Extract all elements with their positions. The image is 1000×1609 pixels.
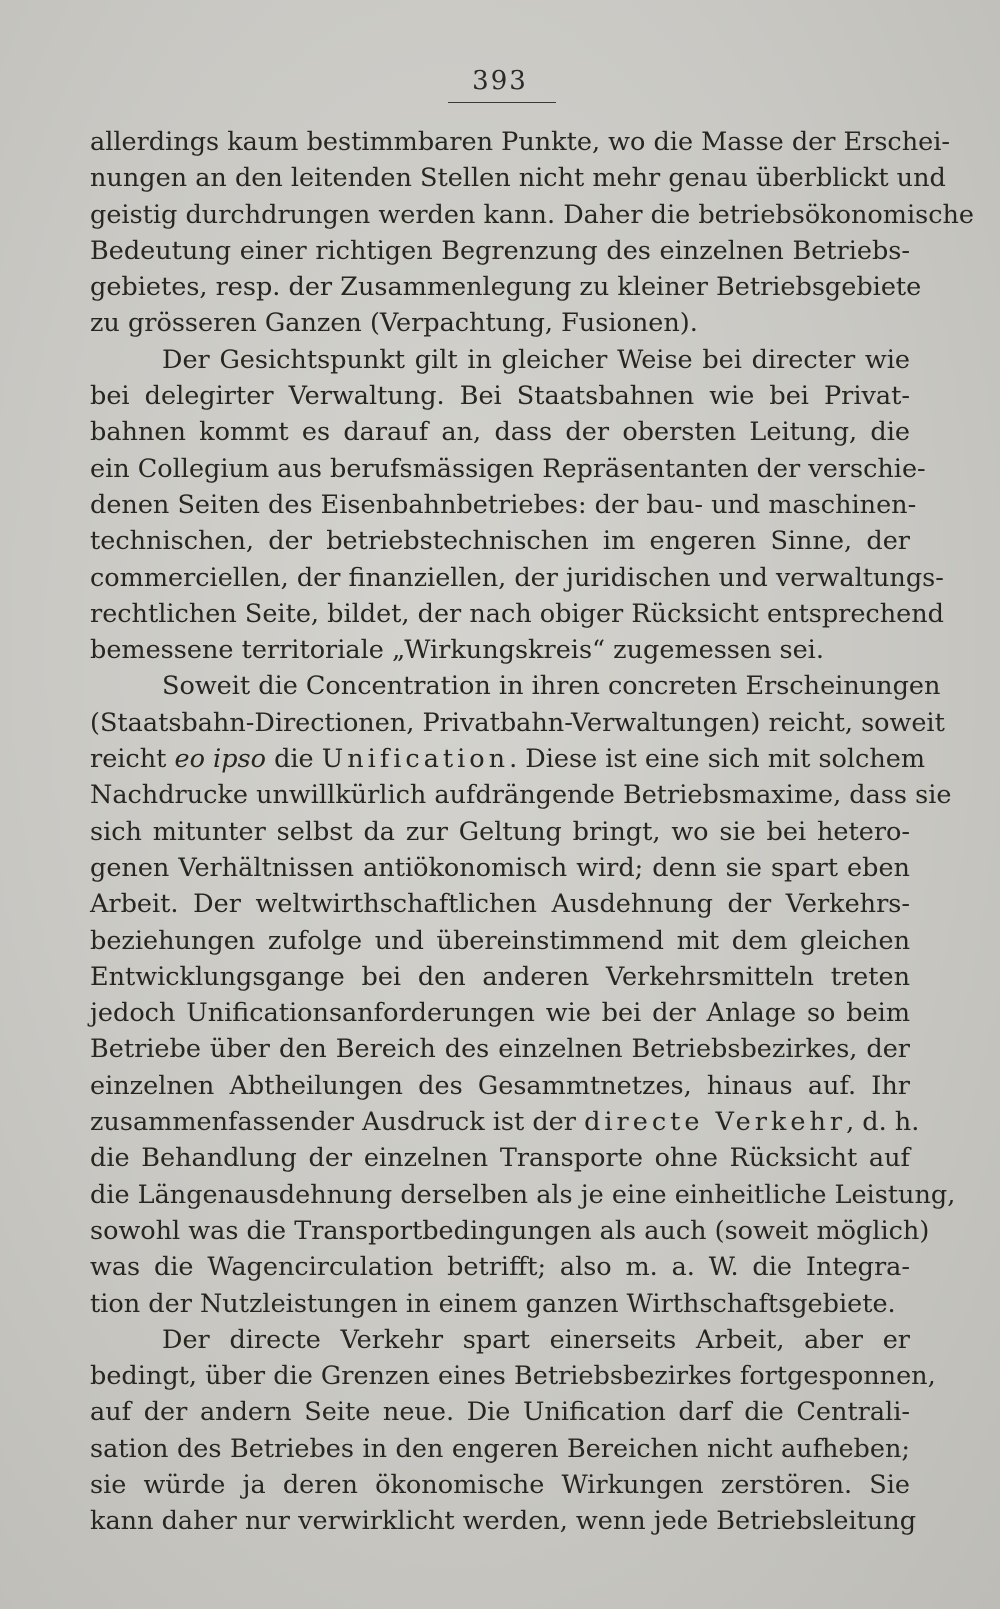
text-line: ein Collegium aus berufsmässigen Repräsentanten der verschie- <box>90 453 926 484</box>
text-line: die Behandlung der einzelnen Transporte ohne Rücksicht auf <box>90 1143 910 1174</box>
text-segment: . Diese ist eine sich mit solchem <box>509 744 926 775</box>
text-line: sich mitunter selbst da zur Geltung bringt, wo sie bei hetero- <box>90 816 910 847</box>
text-line: zu grösseren Ganzen (Verpachtung, Fusionen). <box>90 308 698 339</box>
spaced-term: Unification <box>321 744 510 775</box>
text-line: tion der Nutzleistungen in einem ganzen Wirthschaftsgebiete. <box>90 1288 896 1319</box>
header-rule <box>448 102 556 103</box>
text-line: rechtlichen Seite, bildet, der nach obiger Rücksicht entsprechend <box>90 598 944 629</box>
text-segment: reicht <box>90 744 175 775</box>
text-segment: , d. h. <box>846 1107 920 1138</box>
text-line <box>90 741 926 777</box>
text-line: bedingt, über die Grenzen eines Betriebsbezirkes fortgesponnen, <box>90 1361 936 1392</box>
paragraph-start-line: Der directe Verkehr spart einerseits Arbeit, aber er <box>162 1324 910 1355</box>
text-line <box>90 1104 920 1140</box>
text-line: beziehungen zufolge und übereinstimmend mit dem gleichen <box>90 925 910 956</box>
body-text <box>90 124 974 1540</box>
text-line: einzelnen Abtheilungen des Gesammtnetzes, hinaus auf. Ihr <box>90 1070 910 1101</box>
text-line: die Längenausdehnung derselben als je eine einheitliche Leistung, <box>90 1179 956 1210</box>
text-line: genen Verhältnissen antiökonomisch wird; denn sie spart eben <box>90 852 910 883</box>
text-line: bahnen kommt es darauf an, dass der obersten Leitung, die <box>90 417 910 448</box>
text-line: gebietes, resp. der Zusammenlegung zu kleiner Betriebsgebiete <box>90 272 922 303</box>
text-line: denen Seiten des Eisenbahnbetriebes: der bau- und maschinen- <box>90 489 917 520</box>
text-line: kann daher nur verwirklicht werden, wenn jede Betriebsleitung <box>90 1506 917 1537</box>
text-line: Entwicklungsgange bei den anderen Verkehrsmitteln treten <box>90 961 910 992</box>
page-number: 393 <box>472 66 528 96</box>
text-line: auf der andern Seite neue. Die Unification darf die Centrali- <box>90 1397 910 1428</box>
text-line: sation des Betriebes in den engeren Bereichen nicht aufheben; <box>90 1433 910 1464</box>
spaced-term: directe Verkehr <box>584 1107 847 1138</box>
text-line: nungen an den leitenden Stellen nicht mehr genau überblickt und <box>90 163 946 194</box>
text-line: Bedeutung einer richtigen Begrenzung des einzelnen Betriebs- <box>90 235 910 266</box>
text-line: sowohl was die Transportbedingungen als auch (soweit möglich) <box>90 1215 930 1246</box>
text-line: sie würde ja deren ökonomische Wirkungen zerstören. Sie <box>90 1469 910 1500</box>
paragraph-start-line: Soweit die Concentration in ihren concreten Erscheinungen <box>162 671 941 702</box>
text-line: technischen, der betriebstechnischen im engeren Sinne, der <box>90 526 910 557</box>
text-segment: die <box>265 744 322 775</box>
text-line: Arbeit. Der weltwirthschaftlichen Ausdehnung der Verkehrs- <box>90 889 910 920</box>
text-line: bei delegirter Verwaltung. Bei Staatsbahnen wie bei Privat- <box>90 381 910 412</box>
italic-phrase: eo ipso <box>174 744 266 775</box>
text-line: bemessene territoriale „Wirkungskreis“ zugemessen sei. <box>90 635 824 666</box>
text-line: (Staatsbahn-Directionen, Privatbahn-Verwaltungen) reicht, soweit <box>90 707 945 738</box>
text-segment: zusammenfassender Ausdruck ist der <box>90 1107 585 1138</box>
text-line: Nachdrucke unwillkürlich aufdrängende Betriebsmaxime, dass sie <box>90 780 952 811</box>
text-line: commerciellen, der finanziellen, der juridischen und verwaltungs- <box>90 562 944 593</box>
text-line: geistig durchdrungen werden kann. Daher die betriebsökonomische <box>90 199 974 230</box>
text-line: allerdings kaum bestimmbaren Punkte, wo die Masse der Erschei- <box>90 127 950 157</box>
paragraph-start-line: Der Gesichtspunkt gilt in gleicher Weise bei directer wie <box>162 344 910 375</box>
text-line: jedoch Unificationsanforderungen wie bei der Anlage so beim <box>90 998 910 1029</box>
text-line: was die Wagencirculation betrifft; also m. a. W. die Integra- <box>90 1252 910 1283</box>
text-line: Betriebe über den Bereich des einzelnen Betriebsbezirkes, der <box>90 1034 910 1065</box>
